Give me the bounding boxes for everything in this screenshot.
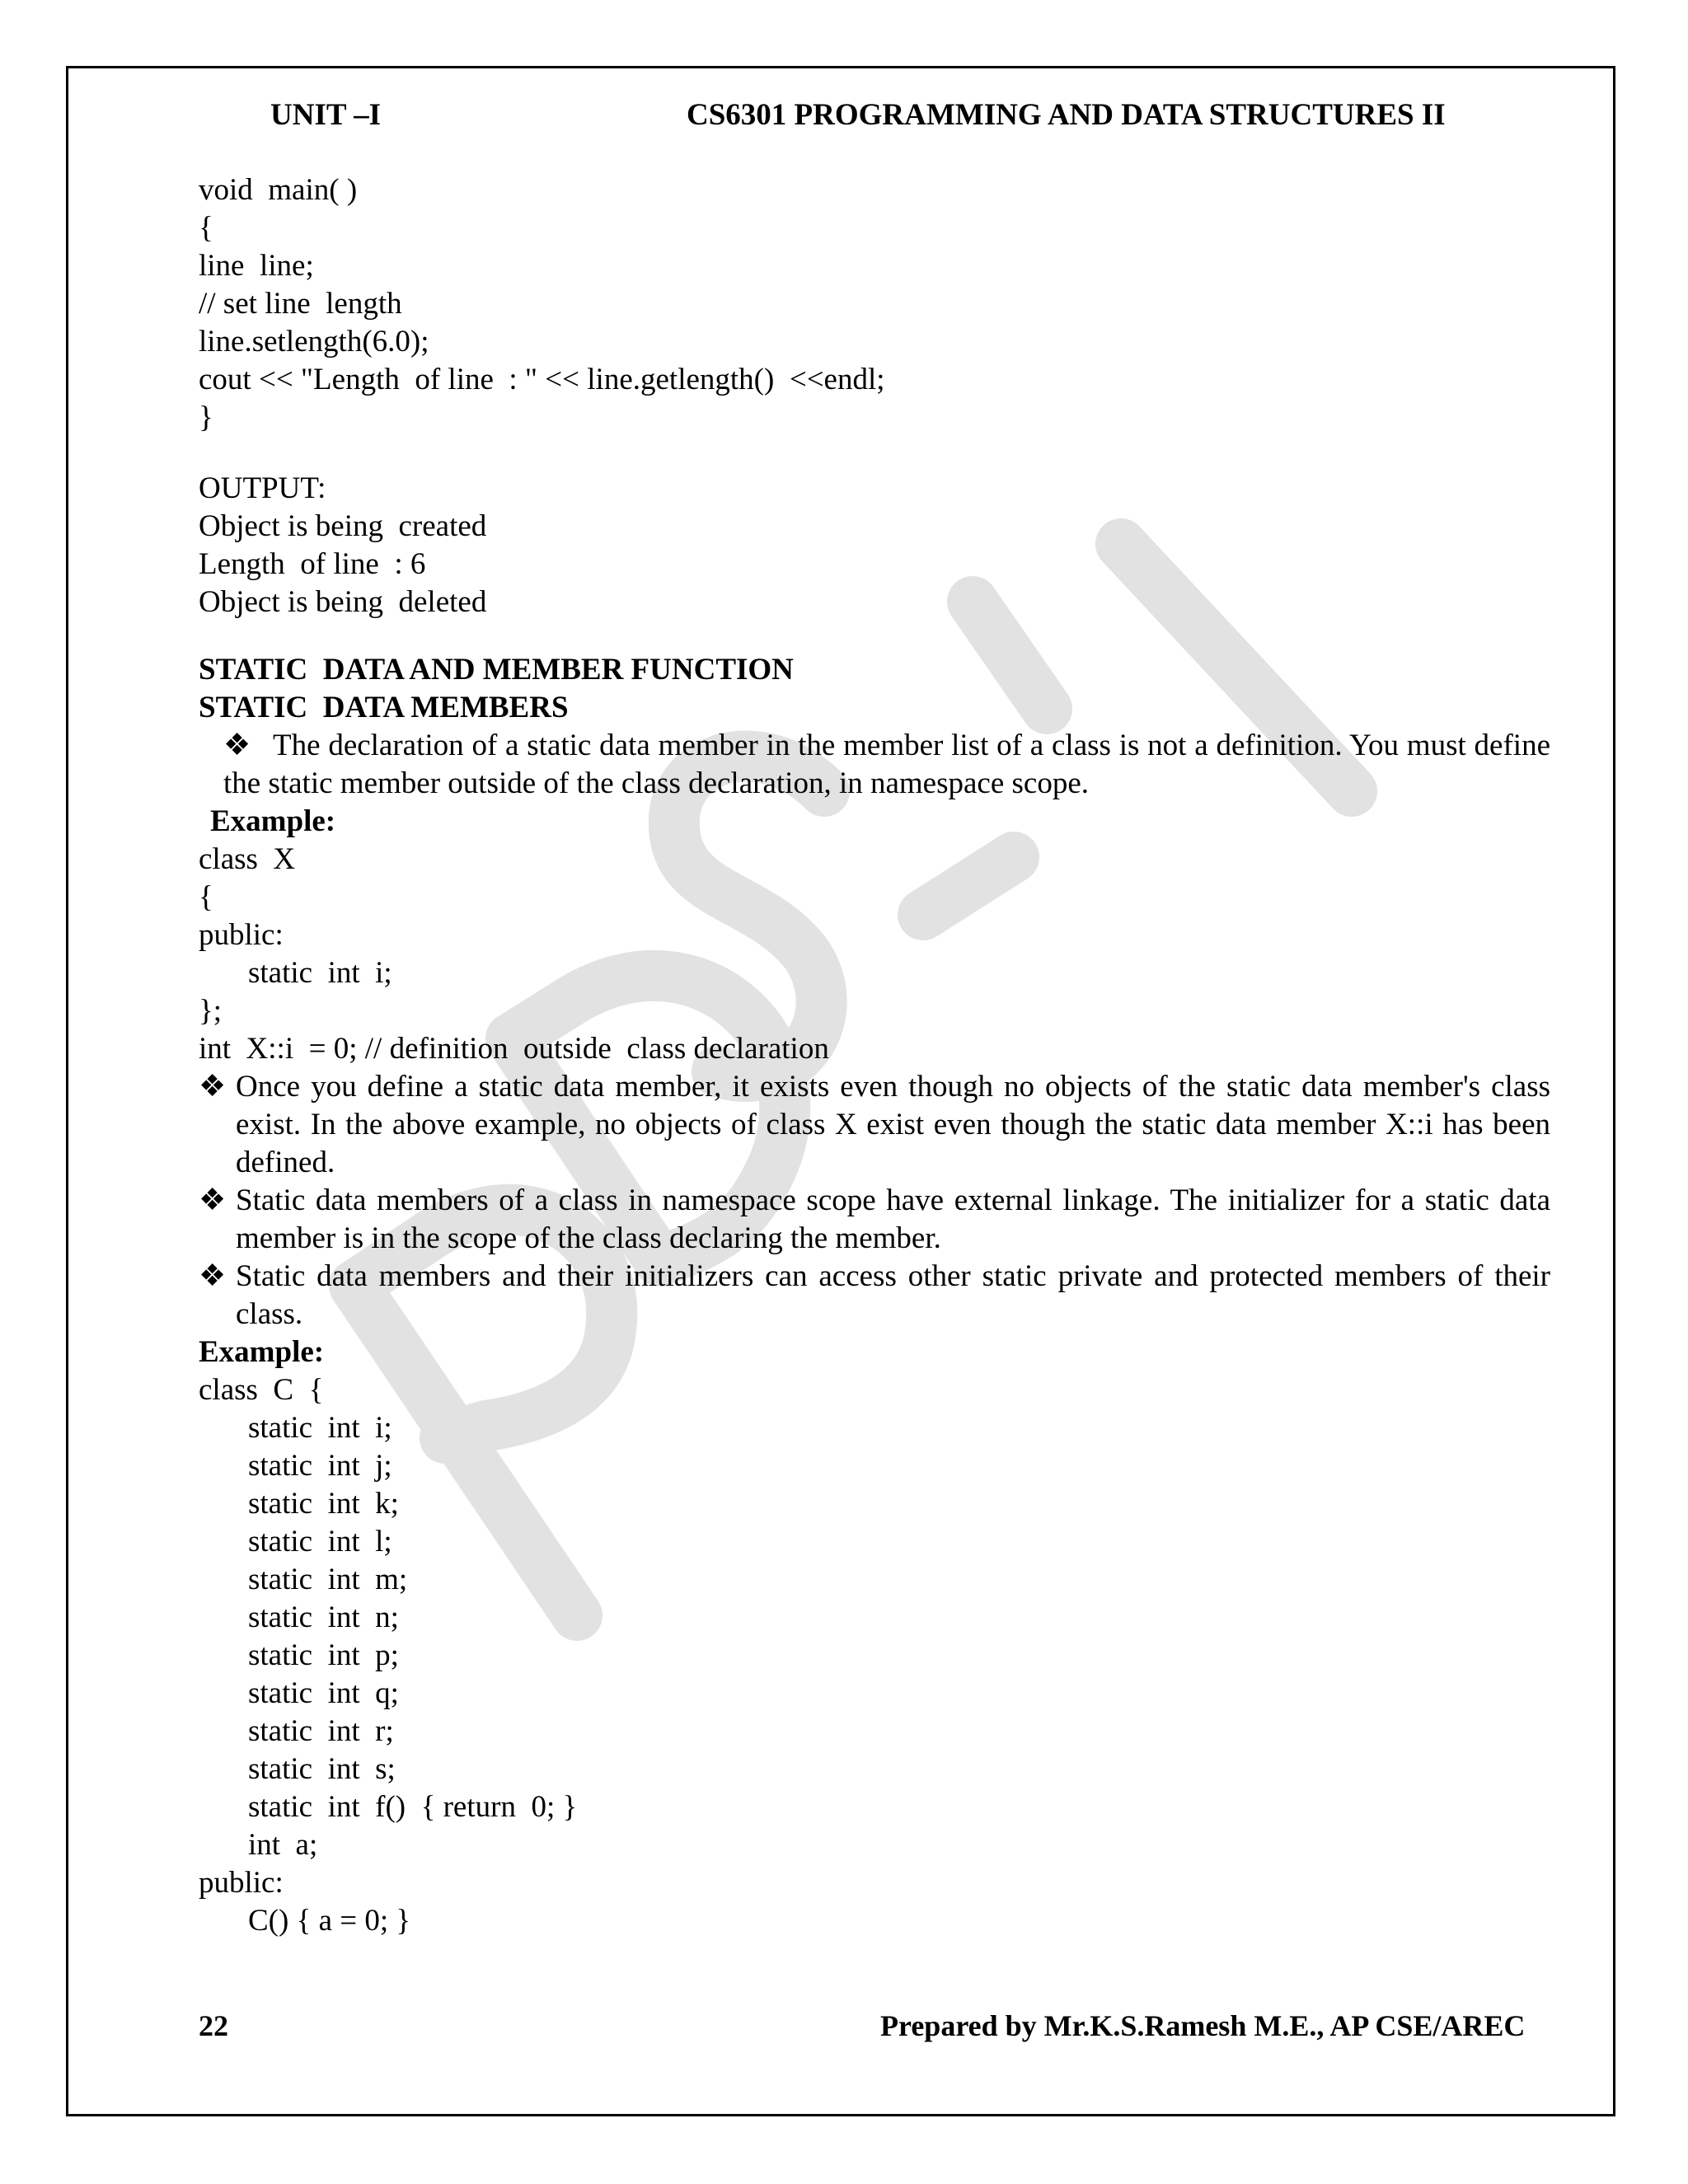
code-line: line line; <box>199 249 314 283</box>
bullet-text: Once you define a static data member, it exists even though no objects of the static data member's class exist. In the above example, no objects of class X exist even though the static data member X::i has been defined. <box>236 1070 1550 1179</box>
diamond-bullet-icon: ❖ <box>199 1183 227 1217</box>
output-line: Length of line : 6 <box>199 547 426 581</box>
code-line: static int k; <box>248 1487 399 1521</box>
code-line: cout << "Length of line : " << line.getlength() <<endl; <box>199 363 885 396</box>
code-block-main <box>199 171 1550 437</box>
code-block-class-x <box>199 841 1550 1068</box>
code-line: }; <box>199 994 223 1028</box>
bullet-item <box>199 1258 1550 1333</box>
output-label: OUTPUT: <box>199 471 326 505</box>
output-line: Object is being created <box>199 509 487 543</box>
code-line: // set line length <box>199 287 402 321</box>
section-heading: STATIC DATA AND MEMBER FUNCTION <box>199 653 794 687</box>
bullet-text: Static data members and their initializers can access other static private and protected members of their class. <box>236 1259 1550 1331</box>
code-line: static int m; <box>248 1563 408 1596</box>
header-course-title: CS6301 PROGRAMMING AND DATA STRUCTURES II <box>687 98 1446 132</box>
code-line: int a; <box>248 1828 318 1862</box>
code-line: int X::i = 0; // definition outside class declaration <box>199 1032 829 1066</box>
subsection-heading: STATIC DATA MEMBERS <box>199 691 569 724</box>
code-line: public: <box>199 918 284 952</box>
footer-prepared-by: Prepared by Mr.K.S.Ramesh M.E., AP CSE/AREC <box>880 2009 1526 2042</box>
output-line: Object is being deleted <box>199 585 487 619</box>
code-line: static int r; <box>248 1714 394 1748</box>
code-line: static int j; <box>248 1449 392 1483</box>
example-label: Example: <box>199 1335 325 1369</box>
diamond-bullet-icon: ❖ <box>199 1070 227 1104</box>
page-number: 22 <box>199 2009 228 2042</box>
diamond-bullet-icon: ❖ <box>223 729 251 762</box>
code-line: C() { a = 0; } <box>248 1904 411 1938</box>
code-line: public: <box>199 1866 284 1900</box>
code-line: class X <box>199 842 296 876</box>
bullet-item <box>199 1182 1550 1258</box>
code-line: { <box>199 880 213 914</box>
code-line: static int n; <box>248 1601 399 1634</box>
code-block-class-c <box>199 1371 1550 1940</box>
code-line: { <box>199 211 213 245</box>
header-unit: UNIT –I <box>270 98 381 132</box>
code-line: } <box>199 401 213 434</box>
code-line: static int l; <box>248 1525 392 1558</box>
code-line: static int s; <box>248 1752 396 1786</box>
code-line: static int q; <box>248 1676 399 1710</box>
code-line: static int f() { return 0; } <box>248 1790 578 1824</box>
code-line: static int i; <box>248 1411 392 1445</box>
bullet-text: The declaration of a static data member in the member list of a class is not a definition. You must define the static member outside of the class declaration, in namespace scope. <box>223 729 1550 800</box>
code-line: void main( ) <box>199 173 358 207</box>
example-label: Example: <box>210 804 336 838</box>
page-content <box>199 171 1550 1940</box>
code-line: static int i; <box>248 956 392 990</box>
output-block <box>199 470 1550 621</box>
diamond-bullet-icon: ❖ <box>199 1259 227 1293</box>
code-line: class C { <box>199 1373 324 1407</box>
bullet-item <box>199 1068 1550 1182</box>
code-line: static int p; <box>248 1638 399 1672</box>
bullet-item <box>199 727 1550 803</box>
bullet-text: Static data members of a class in namespace scope have external linkage. The initializer for a static data member is in the scope of the class declaring the member. <box>236 1183 1550 1255</box>
code-line: line.setlength(6.0); <box>199 325 429 359</box>
